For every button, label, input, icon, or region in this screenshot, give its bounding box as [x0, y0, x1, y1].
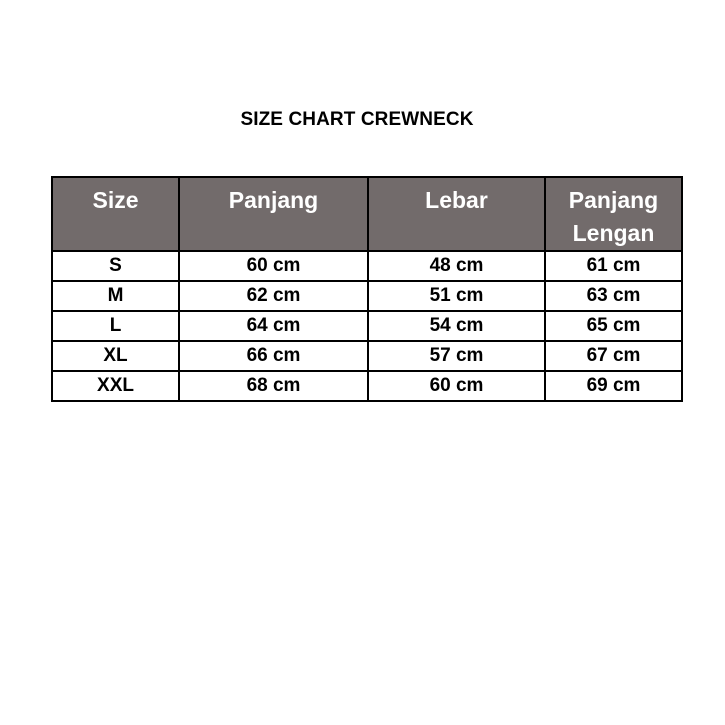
size-cell: S — [52, 251, 179, 281]
table-row — [52, 281, 682, 311]
table-body — [52, 251, 682, 401]
lebar-cell: 57 cm — [368, 341, 545, 371]
header-size: Size — [52, 177, 179, 251]
panjang-cell: 68 cm — [179, 371, 368, 401]
panjang-lengan-cell: 65 cm — [545, 311, 682, 341]
panjang-cell: 60 cm — [179, 251, 368, 281]
panjang-lengan-cell: 63 cm — [545, 281, 682, 311]
table-row — [52, 311, 682, 341]
header-lebar: Lebar — [368, 177, 545, 251]
table-header — [52, 177, 682, 251]
size-chart-table — [51, 176, 683, 402]
size-cell: XXL — [52, 371, 179, 401]
size-cell: XL — [52, 341, 179, 371]
panjang-lengan-cell: 69 cm — [545, 371, 682, 401]
lebar-cell: 48 cm — [368, 251, 545, 281]
header-row — [52, 177, 682, 251]
lebar-cell: 60 cm — [368, 371, 545, 401]
page-title: SIZE CHART CREWNECK — [240, 109, 474, 130]
panjang-cell: 62 cm — [179, 281, 368, 311]
header-panjang-lengan: Panjang Lengan — [545, 177, 682, 251]
size-cell: M — [52, 281, 179, 311]
lebar-cell: 54 cm — [368, 311, 545, 341]
panjang-lengan-cell: 61 cm — [545, 251, 682, 281]
size-cell: L — [52, 311, 179, 341]
panjang-lengan-cell: 67 cm — [545, 341, 682, 371]
lebar-cell: 51 cm — [368, 281, 545, 311]
table-row — [52, 371, 682, 401]
table-row — [52, 341, 682, 371]
panjang-cell: 66 cm — [179, 341, 368, 371]
panjang-cell: 64 cm — [179, 311, 368, 341]
table-row — [52, 251, 682, 281]
header-panjang: Panjang — [179, 177, 368, 251]
